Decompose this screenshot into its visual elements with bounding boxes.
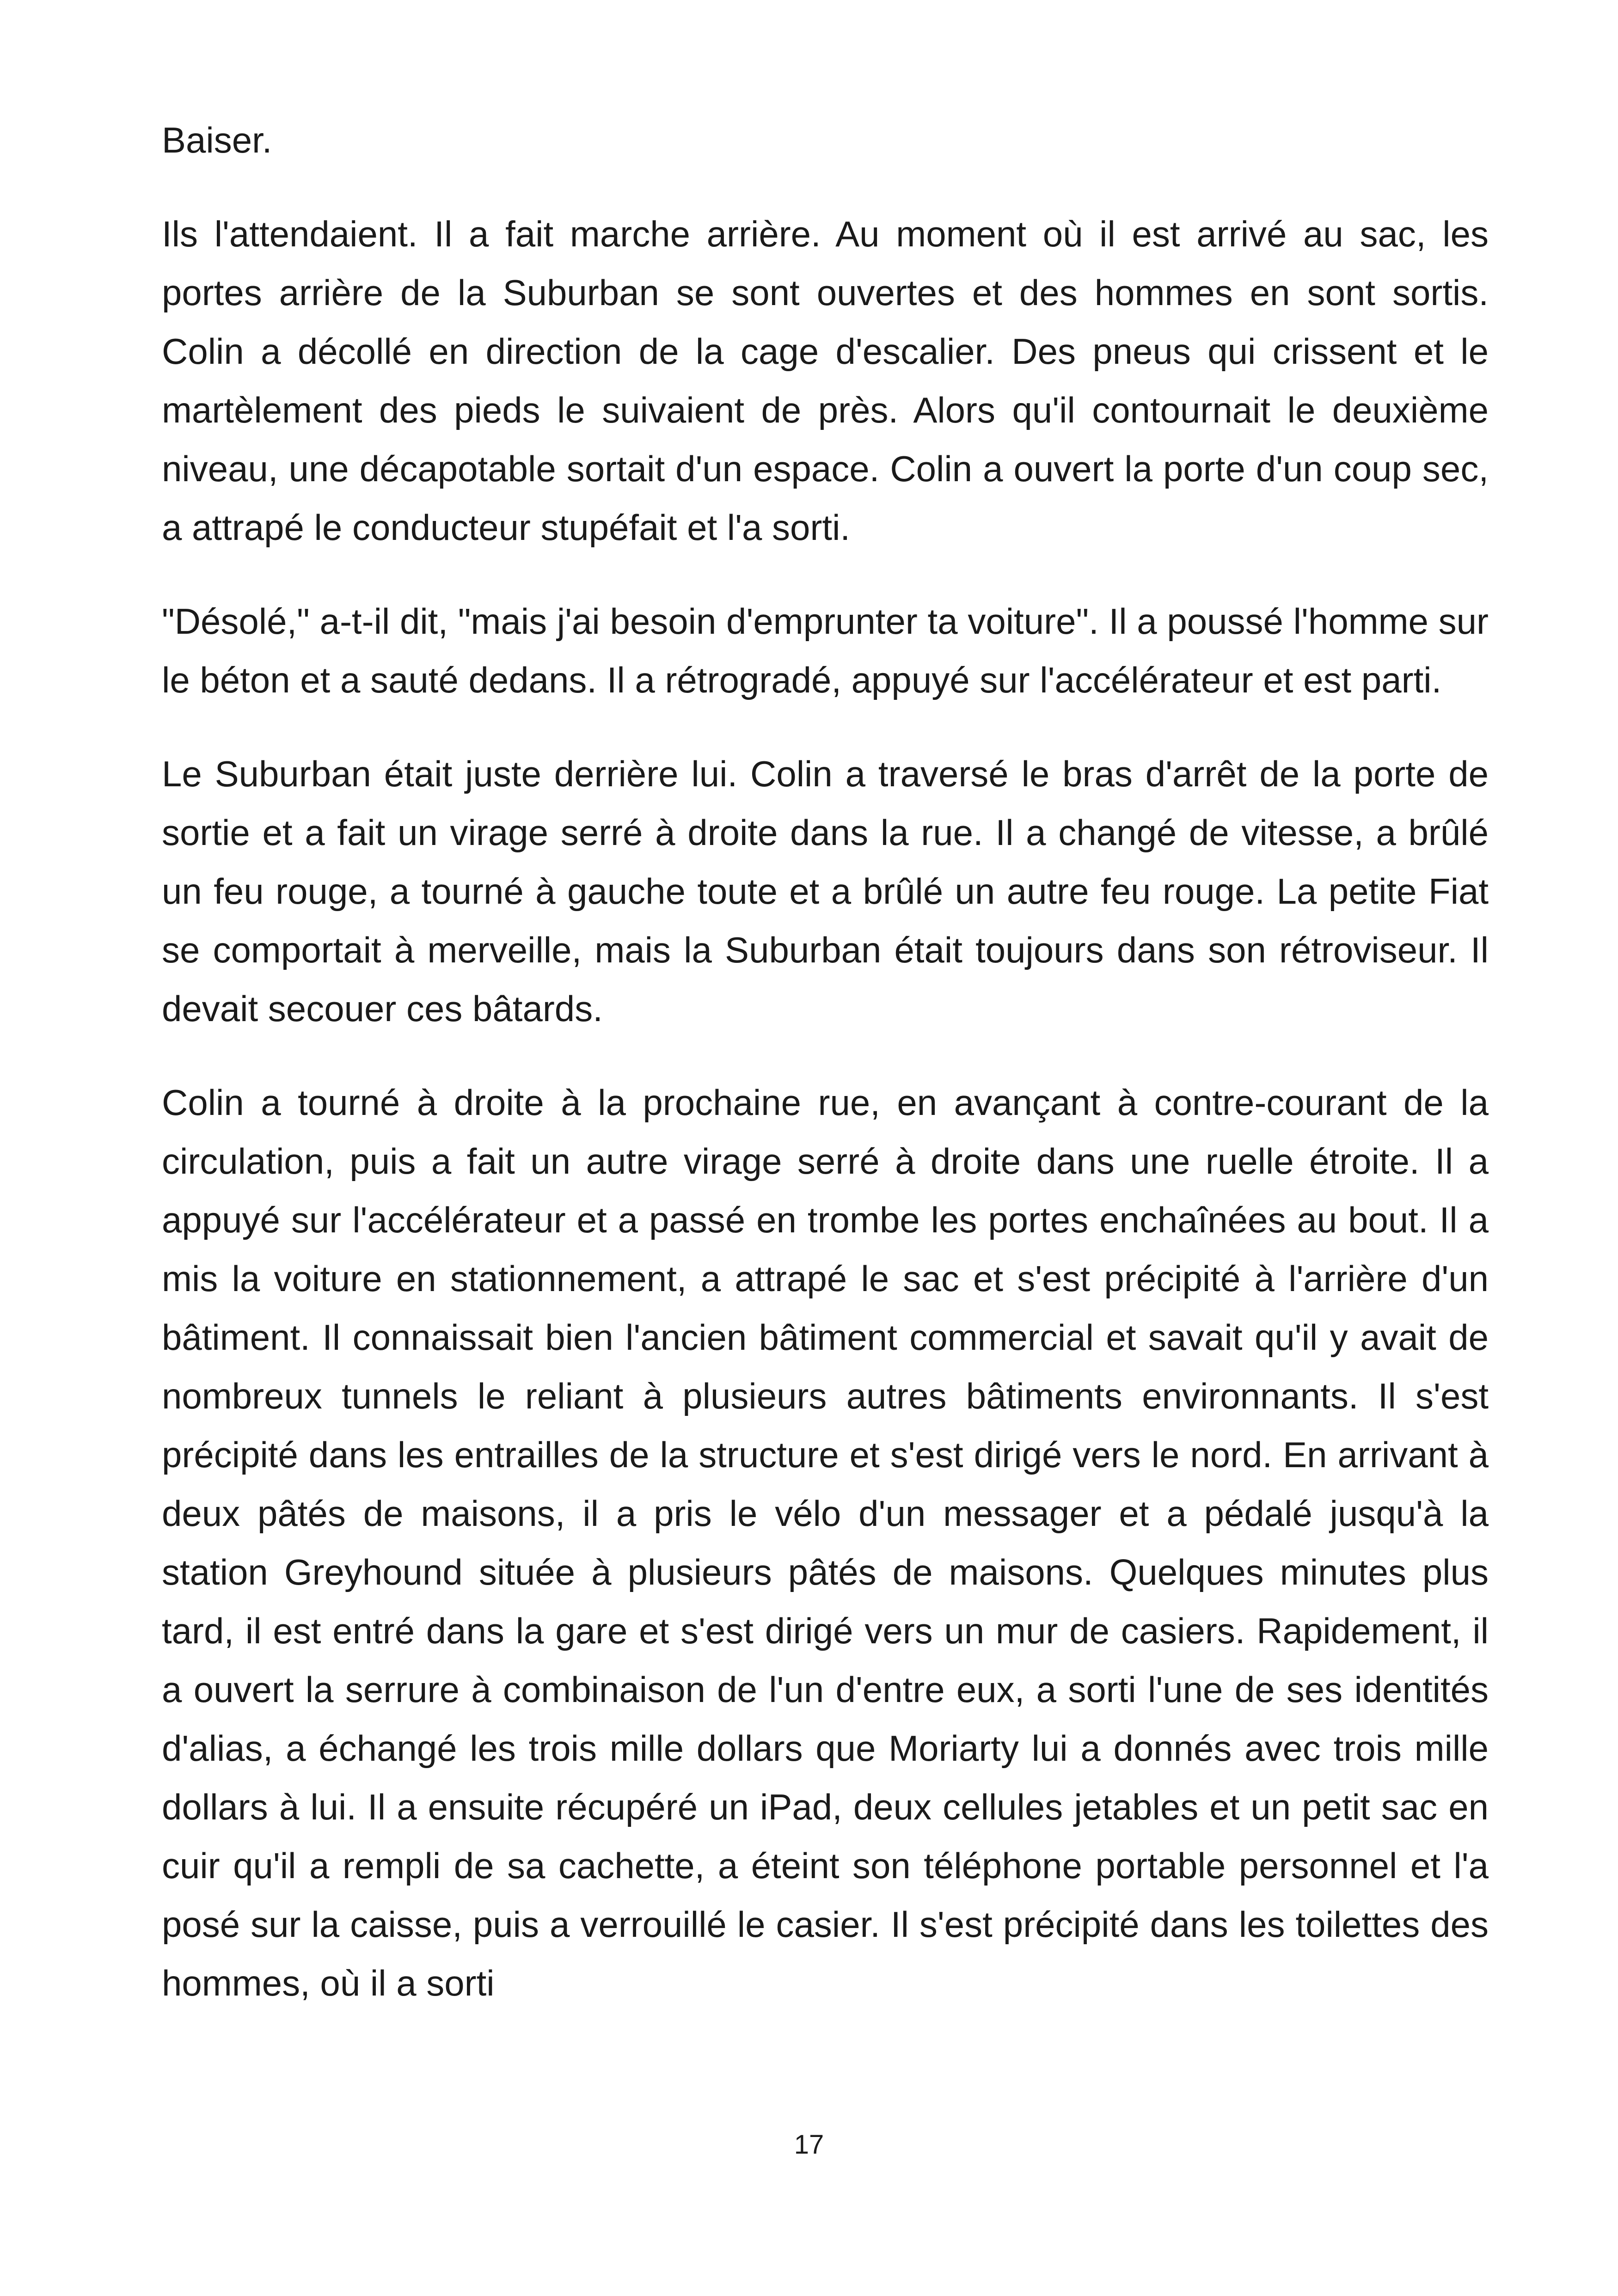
paragraph-3: "Désolé," a-t-il dit, "mais j'ai besoin d'emprunter ta voiture". Il a poussé l'homme sur le béton et a sauté dedans. Il a rétrogradé, appuyé sur l'accélérateur et est parti. (162, 601, 1489, 700)
paragraph-1: Baiser. (162, 120, 272, 160)
page-number: 17 (794, 2130, 824, 2160)
body-text (162, 111, 1489, 2013)
paragraph-5: Colin a tourné à droite à la prochaine rue, en avançant à contre-courant de la circulation, puis a fait un autre virage serré à droite dans une ruelle étroite. Il a appuyé sur l'accélérateur et a passé en trombe les portes enchaînées au bout. Il a mis la voiture en stationnement, a attrapé le sac et s'est précipité à l'arrière d'un bâtiment. Il connaissait bien l'ancien bâtiment commercial et savait qu'il y avait de nombreux tunnels le reliant à plusieurs autres bâtiments environnants. Il s'est précipité dans les entrailles de la structure et s'est dirigé vers le nord. En arrivant à deux pâtés de maisons, il a pris le vélo d'un messager et a pédalé jusqu'à la station Greyhound située à plusieurs pâtés de maisons. Quelques minutes plus tard, il est entré dans la gare et s'est dirigé vers un mur de casiers. Rapidement, il a ouvert la serrure à combinaison de l'un d'entre eux, a sorti l'une de ses identités d'alias, a échangé les trois mille dollars que Moriarty lui a donnés avec trois mille dollars à lui. Il a ensuite récupéré un iPad, deux cellules jetables et un petit sac en cuir qu'il a rempli de sa cachette, a éteint son téléphone portable personnel et l'a posé sur la caisse, puis a verrouillé le casier. Il s'est précipité dans les toilettes des hommes, où il a sorti (162, 1082, 1489, 2003)
paragraph-4: Le Suburban était juste derrière lui. Colin a traversé le bras d'arrêt de la porte de sortie et a fait un virage serré à droite dans la rue. Il a changé de vitesse, a brûlé un feu rouge, a tourné à gauche toute et a brûlé un autre feu rouge. La petite Fiat se comportait à merveille, mais la Suburban était toujours dans son rétroviseur. Il devait secouer ces bâtards. (162, 753, 1489, 1029)
paragraph-2: Ils l'attendaient. Il a fait marche arrière. Au moment où il est arrivé au sac, les portes arrière de la Suburban se sont ouvertes et des hommes en sont sortis. Colin a décollé en direction de la cage d'escalier. Des pneus qui crissent et le martèlement des pieds le suivaient de près. Alors qu'il contournait le deuxième niveau, une décapotable sortait d'un espace. Colin a ouvert la porte d'un coup sec, a attrapé le conducteur stupéfait et l'a sorti. (162, 214, 1489, 548)
